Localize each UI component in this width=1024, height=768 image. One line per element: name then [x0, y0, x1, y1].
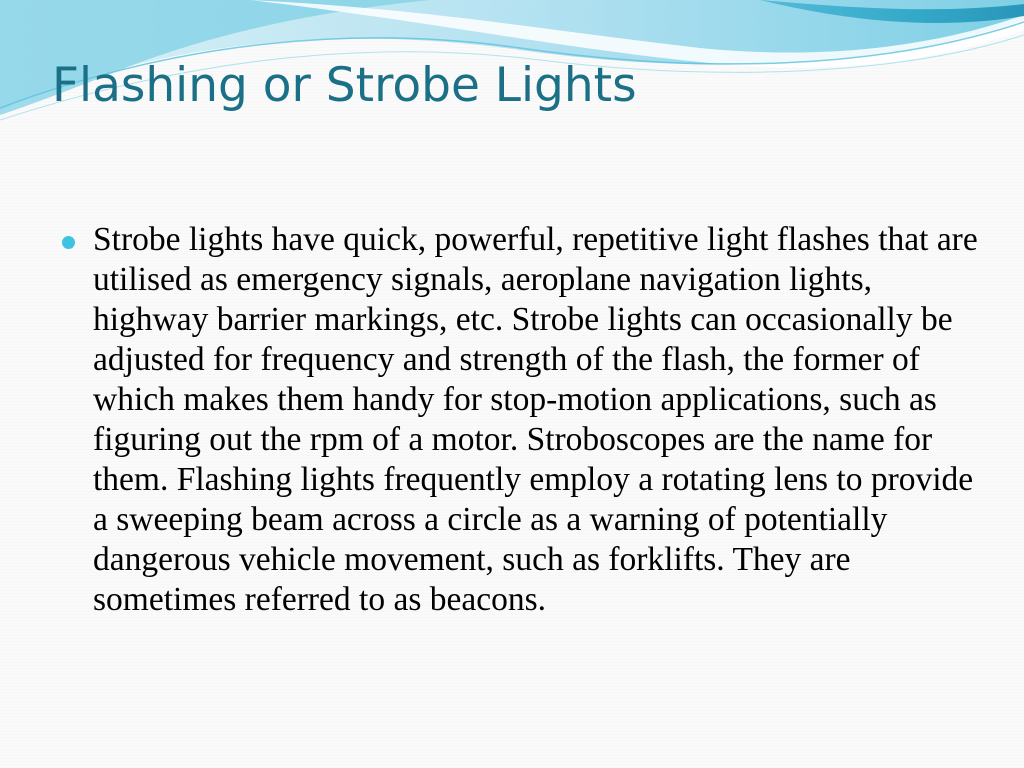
bullet-list: [60, 220, 980, 620]
bullet-item: [60, 220, 980, 620]
bullet-icon: [62, 236, 75, 249]
bullet-text: Strobe lights have quick, powerful, repetitive light flashes that are utilised as emergency signals, aeroplane navigation lights, highway barrier markings, etc. Strobe lights can occasionally be adjusted for frequency and strength of the flash, the former of which makes them handy for stop-motion applications, such as figuring out the rpm of a motor. Stroboscopes are the name for them. Flashing lights frequently employ a rotating lens to provide a sweeping beam across a circle as a warning of potentially dangerous vehicle movement, such as forklifts. They are sometimes referred to as beacons.: [93, 221, 978, 618]
slide-title: Flashing or Strobe Lights: [52, 58, 637, 113]
slide-content: [60, 220, 980, 620]
